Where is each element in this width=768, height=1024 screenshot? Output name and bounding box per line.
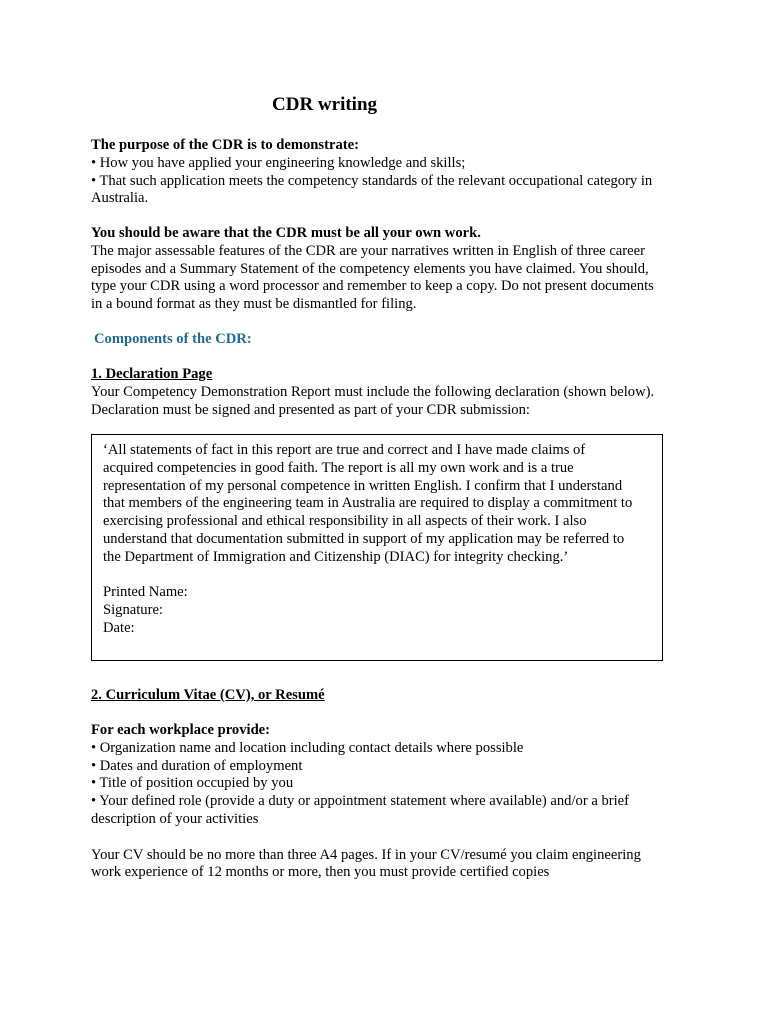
declaration-section — [91, 366, 691, 419]
page-title: CDR writing — [272, 94, 378, 115]
components-heading: Components of the CDR: — [94, 331, 252, 347]
signature-label: Signature: — [103, 602, 163, 619]
aware-line-4: in a bound format as they must be dismantled for filing. — [91, 296, 417, 313]
declaration-box-line-1: ‘All statements of fact in this report are true and correct and I have made claims of — [103, 442, 586, 458]
cv-heading-text: 2. Curriculum Vitae (CV), or Resumé — [91, 687, 325, 703]
declaration-heading: 1. Declaration Page — [91, 366, 213, 382]
purpose-section — [91, 137, 691, 208]
purpose-bullet-1: • How you have applied your engineering knowledge and skills; — [91, 154, 466, 171]
declaration-box-line-7: the Department of Immigration and Citizenship (DIAC) for integrity checking.’ — [103, 548, 569, 565]
declaration-box-line-3: representation of my personal competence in written English. I confirm that I understand — [103, 477, 623, 494]
purpose-bullet-2-line-1: • That such application meets the competency standards of the relevant occupational category in — [91, 172, 653, 189]
spacer — [91, 829, 691, 847]
declaration-box-line-6: understand that documentation submitted in support of my application may be referred to — [103, 530, 625, 547]
aware-line-2: episodes and a Summary Statement of the competency elements you have claimed. You should, — [91, 260, 649, 277]
declaration-line-2: Declaration must be signed and presented as part of your CDR submission: — [91, 401, 530, 418]
declaration-line-1: Your Competency Demonstration Report must include the following declaration (shown below). — [91, 383, 655, 400]
cv-heading — [91, 687, 691, 705]
purpose-heading: The purpose of the CDR is to demonstrate: — [91, 137, 359, 153]
aware-heading: You should be aware that the CDR must be all your own work. — [91, 225, 481, 241]
cv-section — [91, 722, 691, 882]
printed-name-label: Printed Name: — [103, 584, 188, 601]
cv-paragraph-line-1: Your CV should be no more than three A4 pages. If in your CV/resumé you claim engineering — [91, 846, 641, 863]
cv-bullet-1: • Organization name and location including contact details where possible — [91, 739, 524, 756]
declaration-box-line-5: exercising professional and ethical responsibility in all aspects of their work. I also — [103, 513, 587, 530]
declaration-box-text — [103, 442, 658, 638]
spacer — [103, 567, 658, 585]
declaration-box-line-2: acquired competencies in good faith. The report is all my own work and is a true — [103, 459, 574, 476]
date-label: Date: — [103, 619, 135, 636]
purpose-bullet-2-line-2: Australia. — [91, 190, 149, 207]
cv-bullet-2: • Dates and duration of employment — [91, 757, 303, 774]
declaration-box — [91, 434, 663, 661]
declaration-box-line-4: that members of the engineering team in Australia are required to display a commitment to — [103, 495, 633, 512]
cv-subheading: For each workplace provide: — [91, 722, 271, 738]
aware-line-3: type your CDR using a word processor and remember to keep a copy. Do not present documents — [91, 278, 654, 295]
cv-paragraph-line-2: work experience of 12 months or more, then you must provide certified copies — [91, 864, 550, 881]
cv-bullet-4-line-2: description of your activities — [91, 810, 259, 827]
cv-bullet-4-line-1: • Your defined role (provide a duty or appointment statement where available) and/or a brief — [91, 793, 630, 810]
aware-section — [91, 225, 691, 314]
aware-line-1: The major assessable features of the CDR are your narratives written in English of three career — [91, 242, 645, 259]
cv-bullet-3: • Title of position occupied by you — [91, 775, 294, 792]
